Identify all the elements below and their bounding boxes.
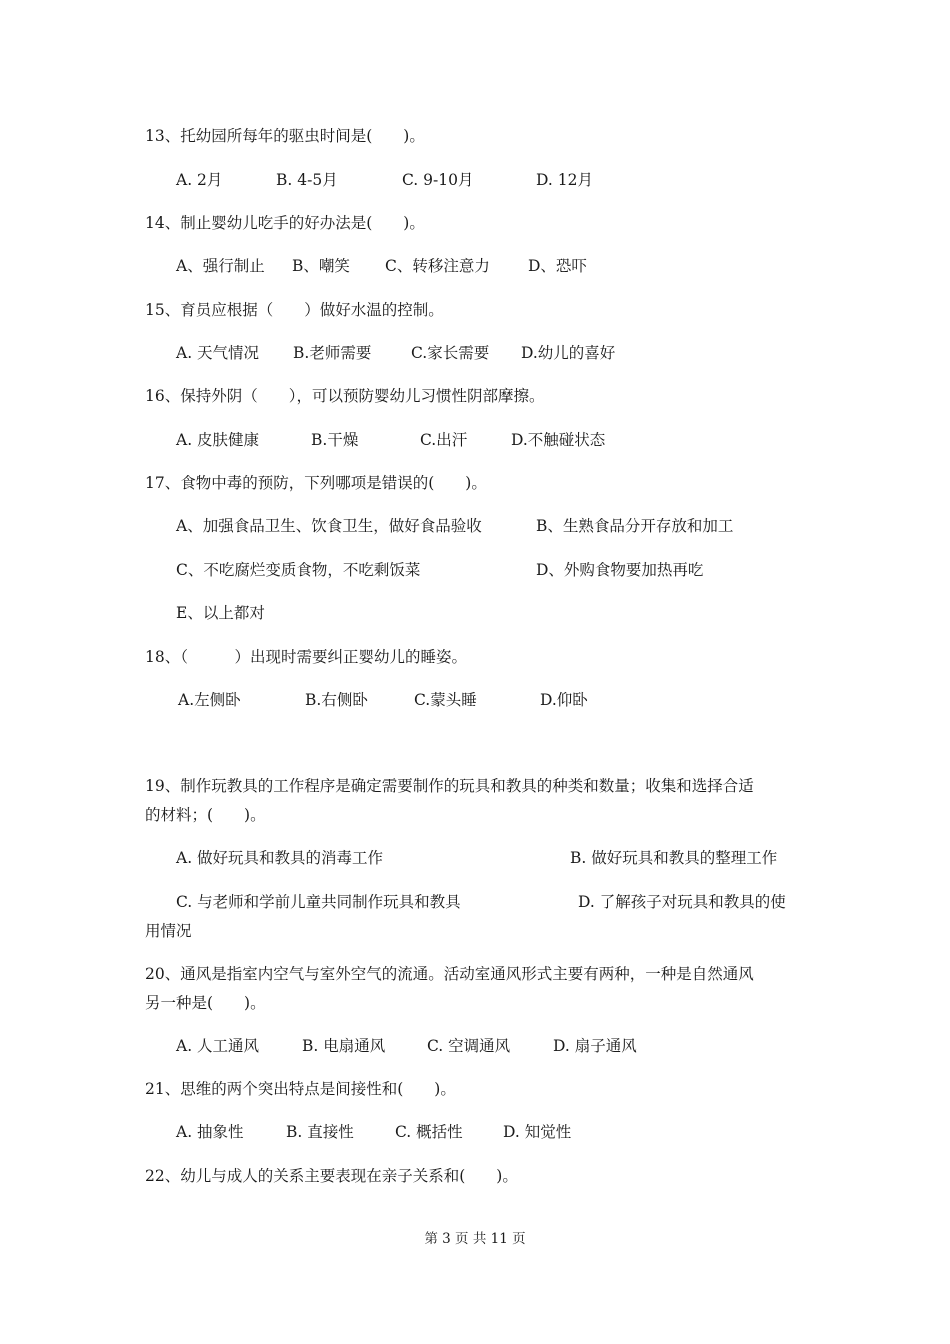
question-14-stem: 14、制止婴幼儿吃手的好办法是( )。 (145, 214, 425, 232)
q15-option-b: B.老师需要 (293, 344, 372, 362)
q17-option-e: E、以上都对 (176, 604, 265, 622)
q19-option-c: C. 与老师和学前儿童共同制作玩具和教具 (176, 893, 461, 911)
q19-option-d-line2: 用情况 (145, 922, 192, 940)
q21-option-b: B. 直接性 (286, 1123, 354, 1141)
q18-option-c: C.蒙头睡 (414, 691, 477, 709)
q13-option-a: A. 2月 (176, 171, 223, 189)
question-20-stem-line2: 另一种是( )。 (145, 994, 266, 1012)
question-19-stem-line2: 的材料；( )。 (145, 806, 266, 824)
question-20-stem-line1: 20、通风是指室内空气与室外空气的流通。活动室通风形式主要有两种，一种是自然通风 (145, 965, 754, 983)
question-13-stem: 13、托幼园所每年的驱虫时间是( )。 (145, 127, 425, 145)
question-18-stem: 18、（ ）出现时需要纠正婴幼儿的睡姿。 (145, 648, 467, 666)
q16-option-b: B.干燥 (311, 431, 359, 449)
page-number: 第 3 页 共 11 页 (424, 1231, 526, 1247)
q14-option-a: A、强行制止 (176, 257, 265, 275)
q20-option-a: A. 人工通风 (176, 1037, 260, 1055)
question-19-stem-line1: 19、制作玩教具的工作程序是确定需要制作的玩具和教具的种类和数量；收集和选择合适 (145, 777, 754, 795)
question-16-stem: 16、保持外阴（ ），可以预防婴幼儿习惯性阴部摩擦。 (145, 387, 545, 405)
q20-option-d: D. 扇子通风 (553, 1037, 637, 1055)
q15-option-d: D.幼儿的喜好 (521, 344, 616, 362)
q18-option-a: A.左侧卧 (178, 691, 241, 709)
question-22-stem: 22、幼儿与成人的关系主要表现在亲子关系和( )。 (145, 1167, 518, 1185)
q13-option-d: D. 12月 (536, 171, 593, 189)
q21-option-a: A. 抽象性 (176, 1123, 244, 1141)
q21-option-d: D. 知觉性 (503, 1123, 572, 1141)
q17-option-a: A、加强食品卫生、饮食卫生，做好食品验收 (176, 517, 482, 535)
q14-option-d: D、恐吓 (528, 257, 587, 275)
q20-option-c: C. 空调通风 (427, 1037, 511, 1055)
q17-option-d: D、外购食物要加热再吃 (536, 561, 704, 579)
q16-option-d: D.不触碰状态 (511, 431, 606, 449)
q16-option-a: A. 皮肤健康 (176, 431, 260, 449)
q20-option-b: B. 电扇通风 (302, 1037, 386, 1055)
q17-option-c: C、不吃腐烂变质食物，不吃剩饭菜 (176, 561, 421, 579)
q14-option-b: B、嘲笑 (292, 257, 350, 275)
question-15-stem: 15、育员应根据（ ）做好水温的控制。 (145, 301, 444, 319)
q19-option-d-line1: D. 了解孩子对玩具和教具的使 (578, 893, 786, 911)
question-21-stem: 21、思维的两个突出特点是间接性和( )。 (145, 1080, 456, 1098)
q19-option-a: A. 做好玩具和教具的消毒工作 (176, 849, 384, 867)
q15-option-a: A. 天气情况 (176, 344, 260, 362)
q18-option-b: B.右侧卧 (305, 691, 368, 709)
q13-option-c: C. 9-10月 (402, 171, 474, 189)
q13-option-b: B. 4-5月 (276, 171, 338, 189)
q19-option-b: B. 做好玩具和教具的整理工作 (570, 849, 778, 867)
q21-option-c: C. 概括性 (395, 1123, 463, 1141)
q18-option-d: D.仰卧 (540, 691, 588, 709)
question-17-stem: 17、食物中毒的预防，下列哪项是错误的( )。 (145, 474, 487, 492)
q15-option-c: C.家长需要 (411, 344, 490, 362)
q17-option-b: B、生熟食品分开存放和加工 (536, 517, 734, 535)
q14-option-c: C、转移注意力 (385, 257, 490, 275)
q16-option-c: C.出汗 (420, 431, 468, 449)
